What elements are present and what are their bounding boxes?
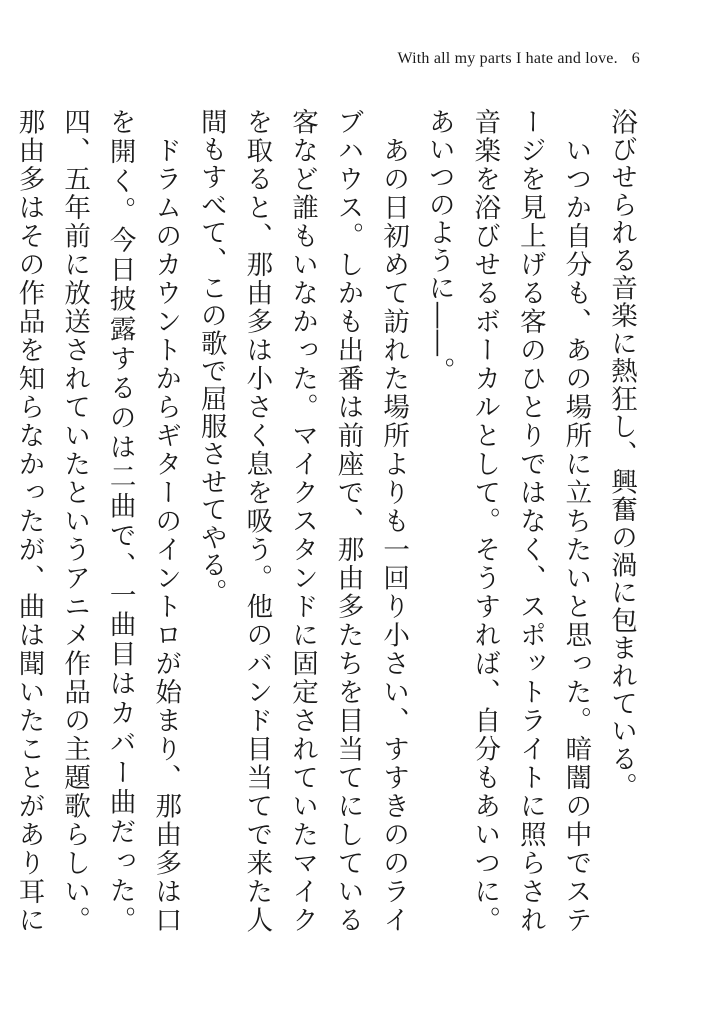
running-header-title: With all my parts I hate and love. [397, 50, 618, 67]
page-number: 6 [631, 50, 640, 67]
paragraph-1: 浴びせられる音楽に熱狂し、興奮の渦に包まれている。 [606, 108, 637, 801]
paragraph-4: ドラムのカウントからギターのイントロが始まり、那由多は口を開く。今日披露するのは二曲で、一曲目はカバー曲だった。四、五年前に放送されていたというアニメ作品の主題歌らしい。那由多はその作品を知らなかったが、曲は聞いたことがあり耳に [13, 108, 182, 934]
vertical-body-text [0, 108, 644, 934]
paragraph-3: あの日初めて訪れた場所よりも一回り小さい、すすきののライブハウス。しかも出番は前座で、那由多たちを目当てにしている客など誰もいなかった。マイクスタンドに固定されていたマイクを取ると、那由多は小さく息を吸う。他のバンド目当てで来た人間もすべて、この歌で屈服させてやる。 [195, 108, 410, 934]
paragraph-2: いつか自分も、あの場所に立ちたいと思った。暗闇の中でステージを見上げる客のひとりではなく、スポットライトに照らされ音楽を浴びせるボーカルとして。そうすれば、自分もあいつに。あいつのように――。 [423, 108, 592, 934]
running-header [397, 50, 640, 68]
